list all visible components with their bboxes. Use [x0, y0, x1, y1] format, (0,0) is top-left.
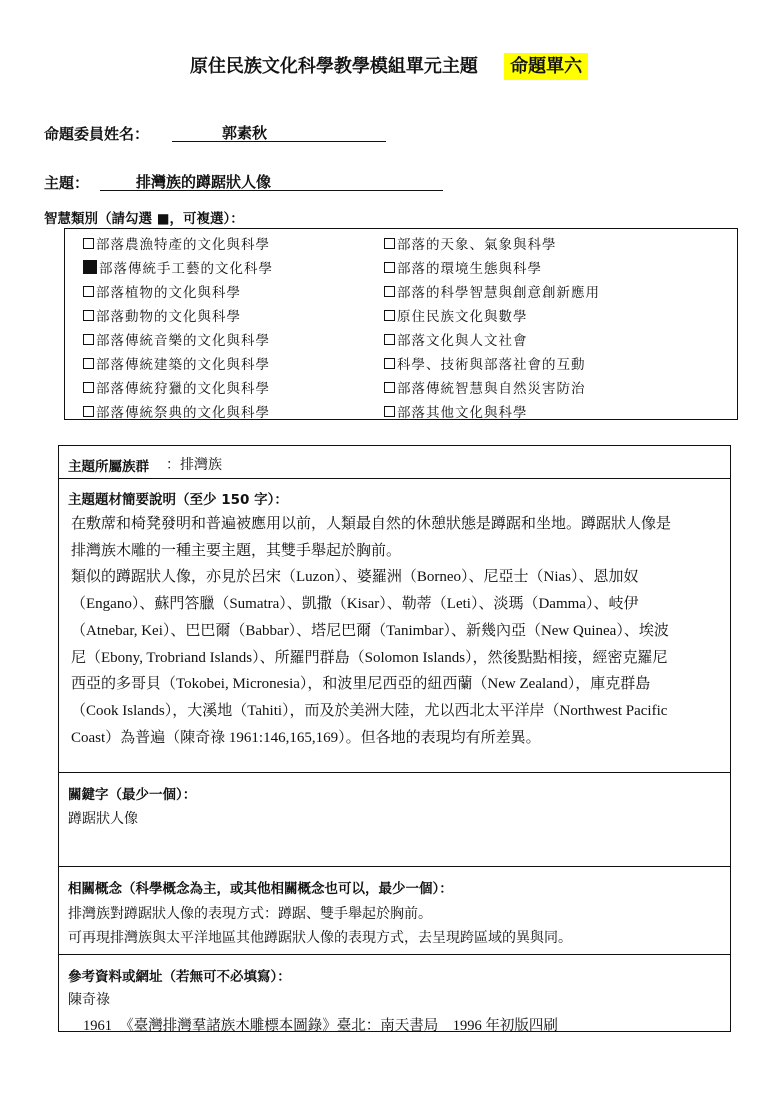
page-title	[0, 52, 778, 78]
category-option-label: 部落傳統祭典的文化與科學	[96, 405, 270, 421]
summary-line: 類似的蹲踞狀人像，亦見於呂宋（Luzon）、婆羅洲（Borneo）、尼亞士（Nias）、恩加奴	[71, 569, 639, 586]
category-option-label: 部落文化與人文社會	[397, 333, 528, 349]
references-entry: 1961 《臺灣排灣羣諸族木雕標本圖錄》臺北：南天書局 1996 年初版四刷	[83, 1018, 558, 1034]
summary-text	[71, 511, 721, 751]
category-option[interactable]	[83, 377, 270, 397]
category-option-label: 部落的環境生態與科學	[397, 261, 542, 277]
checkbox-icon[interactable]	[384, 286, 395, 297]
ethnic-row	[59, 446, 730, 479]
category-option-label: 部落傳統狩獵的文化與科學	[96, 381, 270, 397]
topic-label: 主題：	[44, 174, 90, 192]
category-option[interactable]	[384, 353, 586, 373]
categories-box	[64, 228, 738, 420]
summary-line: Coast）為普遍（陳奇祿 1961:146,165,169）。但各地的表現均有所差異。	[71, 729, 541, 746]
category-option-label: 部落傳統智慧與自然災害防治	[397, 381, 586, 397]
concepts-line: 可再現排灣族與太平洋地區其他蹲踞狀人像的表現方式，去呈現跨區域的異與同。	[68, 930, 572, 946]
summary-line: 尼（Ebony, Trobriand Islands）、所羅門群島（Solomon Islands），然後點點相接，經密克羅尼	[71, 649, 668, 666]
checkbox-icon[interactable]	[83, 310, 94, 321]
summary-line: 西亞的多哥貝（Tokobei, Micronesia），和波里尼西亞的紐西蘭（New Zealand），庫克群島	[71, 676, 651, 693]
summary-line: 在敷蓆和椅凳發明和普遍被應用以前，人類最自然的休憩狀態是蹲踞和坐地。蹲踞狀人像是	[71, 516, 672, 532]
references-label: 參考資料或網址（若無可不必填寫）：	[68, 969, 291, 985]
checked-box-icon[interactable]	[83, 260, 97, 274]
category-option-label: 部落農漁特產的文化與科學	[96, 237, 270, 253]
checkbox-icon[interactable]	[384, 358, 395, 369]
checkbox-icon[interactable]	[384, 334, 395, 345]
ethnic-label: 主題所屬族群	[68, 459, 149, 475]
concepts-row	[59, 867, 730, 955]
category-option[interactable]	[83, 305, 241, 325]
category-option[interactable]	[384, 329, 528, 349]
category-option-label: 部落植物的文化與科學	[96, 285, 241, 301]
keywords-row	[59, 773, 730, 867]
category-option[interactable]	[83, 233, 270, 253]
category-option[interactable]	[384, 305, 528, 325]
summary-row	[59, 479, 730, 773]
summary-line: 排灣族木雕的一種主要主題，其雙手舉起於胸前。	[71, 542, 402, 559]
checkbox-icon[interactable]	[384, 310, 395, 321]
checkbox-icon[interactable]	[83, 382, 94, 393]
category-option[interactable]	[83, 257, 273, 277]
info-table	[58, 445, 731, 1032]
ethnic-value: ：排灣族	[166, 457, 222, 473]
document-tag: 命題單六	[504, 53, 588, 80]
checkbox-icon[interactable]	[384, 262, 395, 273]
category-option[interactable]	[83, 329, 270, 349]
checkbox-icon[interactable]	[384, 382, 395, 393]
checkbox-icon[interactable]	[83, 334, 94, 345]
category-option-label: 部落傳統建築的文化與科學	[96, 357, 270, 373]
checkbox-icon[interactable]	[384, 238, 395, 249]
category-option[interactable]	[384, 281, 600, 301]
keywords-label: 關鍵字（最少一個）：	[68, 787, 197, 803]
category-option-label: 部落的天象、氣象與科學	[397, 237, 557, 253]
committee-label: 命題委員姓名：	[44, 125, 150, 143]
summary-line: （Atnebar, Kei）、巴巴爾（Babbar）、塔尼巴爾（Tanimbar）、新幾內亞（New Quinea）、埃波	[71, 622, 669, 639]
category-option[interactable]	[384, 377, 586, 397]
committee-name-field: 郭素秋	[172, 122, 386, 142]
checkbox-icon[interactable]	[83, 358, 94, 369]
category-option[interactable]	[384, 233, 557, 253]
summary-line: （Engano）、蘇門答臘（Sumatra）、凱撒（Kisar）、勒蒂（Leti）、淡瑪（Damma）、岐伊	[71, 596, 639, 613]
references-row	[59, 955, 730, 1034]
category-option[interactable]	[384, 401, 528, 421]
category-option-label: 部落傳統音樂的文化與科學	[96, 333, 270, 349]
category-option[interactable]	[83, 281, 241, 301]
category-option-label: 部落動物的文化與科學	[96, 309, 241, 325]
concepts-text	[68, 902, 572, 950]
category-option-label: 部落其他文化與科學	[397, 405, 528, 421]
category-option-label: 部落傳統手工藝的文化科學	[99, 261, 273, 277]
category-option-label: 原住民族文化與數學	[397, 309, 528, 325]
checkbox-icon[interactable]	[83, 406, 94, 417]
checkbox-icon[interactable]	[384, 406, 395, 417]
document-title: 原住民族文化科學教學模組單元主題	[189, 56, 478, 77]
checkbox-icon[interactable]	[83, 286, 94, 297]
categories-label: 智慧類別（請勾選 ■，可複選）：	[44, 211, 244, 227]
category-option[interactable]	[83, 401, 270, 421]
category-option-label: 部落的科學智慧與創意創新應用	[397, 285, 600, 301]
category-option[interactable]	[83, 353, 270, 373]
category-option-label: 科學、技術與部落社會的互動	[397, 357, 586, 373]
keywords-value: 蹲踞狀人像	[68, 811, 138, 827]
concepts-label: 相關概念（科學概念為主，或其他相關概念也可以，最少一個）：	[68, 881, 453, 897]
checkbox-icon[interactable]	[83, 238, 94, 249]
summary-line: （Cook Islands），大溪地（Tahiti），而及於美洲大陸，尤以西北太平洋岸（Northwest Pacific	[71, 702, 668, 719]
concepts-line: 排灣族對蹲踞狀人像的表現方式：蹲踞、雙手舉起於胸前。	[68, 906, 432, 922]
category-option[interactable]	[384, 257, 542, 277]
topic-field: 排灣族的蹲踞狀人像	[100, 171, 443, 191]
references-author: 陳奇祿	[68, 992, 110, 1008]
summary-label: 主題題材簡要說明（至少 150 字）：	[68, 492, 288, 508]
